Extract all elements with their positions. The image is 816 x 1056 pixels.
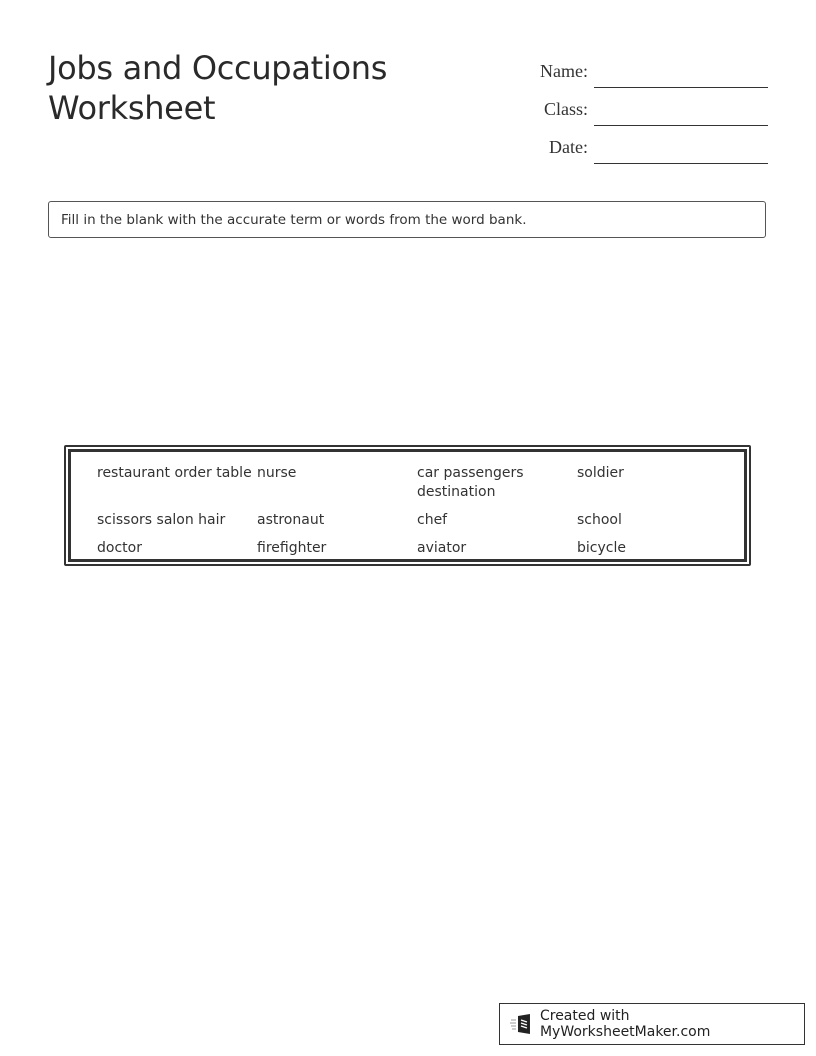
word-bank-item: firefighter (257, 540, 327, 556)
word-bank-item: nurse (257, 465, 297, 481)
instructions-box (48, 201, 766, 238)
word-bank (64, 445, 751, 566)
name-blank-line[interactable] (594, 61, 768, 88)
word-bank-item: car passengers destination (417, 465, 524, 500)
word-bank-item: aviator (417, 540, 467, 556)
word-bank-item: chef (417, 512, 448, 528)
date-field (520, 126, 770, 164)
class-label: Class: (543, 99, 588, 119)
worksheet-title (48, 48, 387, 128)
word-bank-item: restaurant order table (97, 465, 252, 481)
word-bank-item: bicycle (577, 540, 626, 556)
word-bank-item: astronaut (257, 512, 325, 528)
class-field (520, 88, 770, 126)
word-bank-item: soldier (577, 465, 624, 481)
class-blank-line[interactable] (594, 99, 768, 126)
student-info-fields (520, 50, 770, 164)
myworksheetmaker-logo-icon (510, 1013, 534, 1035)
date-blank-line[interactable] (594, 137, 768, 164)
title-line-2: Worksheet (48, 89, 216, 127)
word-bank-item: doctor (97, 540, 142, 556)
word-bank-item: scissors salon hair (97, 512, 226, 528)
word-bank-inner-border (68, 449, 747, 562)
word-bank-grid (97, 464, 744, 558)
footer-text: Created with MyWorksheetMaker.com (539, 1008, 711, 1040)
date-label: Date: (549, 137, 588, 157)
title-line-1: Jobs and Occupations (48, 49, 388, 87)
name-label: Name: (540, 61, 588, 81)
instructions-text: Fill in the blank with the accurate term or words from the word bank. (61, 211, 527, 228)
word-bank-item: school (577, 512, 622, 528)
name-field (520, 50, 770, 88)
footer-branding[interactable] (499, 1003, 805, 1045)
